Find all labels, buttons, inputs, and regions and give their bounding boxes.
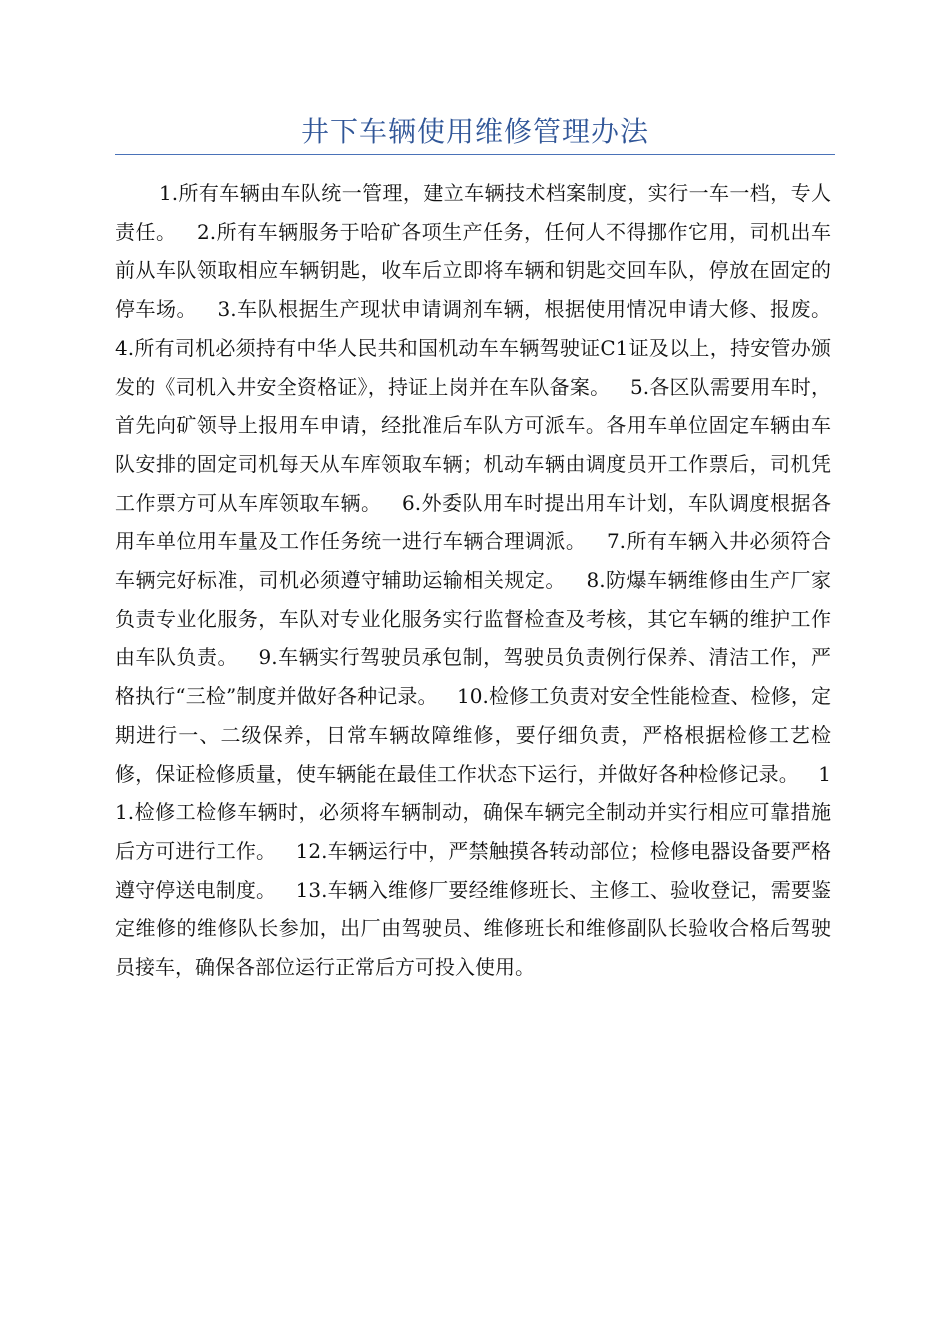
document-body: 1.所有车辆由车队统一管理，建立车辆技术档案制度，实行一车一档，专人责任。 2.所有车辆服务于哈矿各项生产任务，任何人不得挪作它用，司机出车前从车队领取相应车辆钥匙，收车后立即将车辆和钥匙交回车队，停放在固定的停车场。 3.车队根据生产现状申请调剂车辆，根据使用情况申请大修、报废。 4.所有司机必须持有中华人民共和国机动车车辆驾驶证C1证及以上，持安管办颁发的《司机入井安全资格证》，持证上岗并在车队备案。 5.各区队需要用车时，首先向矿领导上报用车申请，经批准后车队方可派车。各用车单位固定车辆由车队安排的固定司机每天从车库领取车辆；机动车辆由调度员开工作票后，司机凭工作票方可从车库领取车辆。 6.外委队用车时提出用车计划，车队调度根据各用车单位用车量及工作任务统一进行车辆合理调派。 7.所有车辆入井必须符合车辆完好标准，司机必须遵守辅助运输相关规定。 8.防爆车辆维修由生产厂家负责专业化服务，车队对专业化服务实行监督检查及考核，其它车辆的维护工作由车队负责。 9.车辆实行驾驶员承包制，驾驶员负责例行保养、清洁工作，严格执行“三检”制度并做好各种记录。 10.检修工负责对安全性能检查、检修，定期进行一、二级保养，日常车辆故障维修，要仔细负责，严格根据检修工艺检修，保证检修质量，使车辆能在最佳工作状态下运行，并做好各种检修记录。 11.检修工检修车辆时，必须将车辆制动，确保车辆完全制动并实行相应可靠措施后方可进行工作。 12.车辆运行中，严禁触摸各转动部位；检修电器设备要严格遵守停送电制度。 13.车辆入维修厂要经维修班长、主修工、验收登记，需要鉴定维修的维修队长参加，出厂由驾驶员、维修班长和维修副队长验收合格后驾驶员接车，确保各部位运行正常后方可投入使用。: [115, 181, 851, 980]
title-underline: [115, 154, 835, 155]
document-title: 井下车辆使用维修管理办法: [300, 115, 649, 148]
